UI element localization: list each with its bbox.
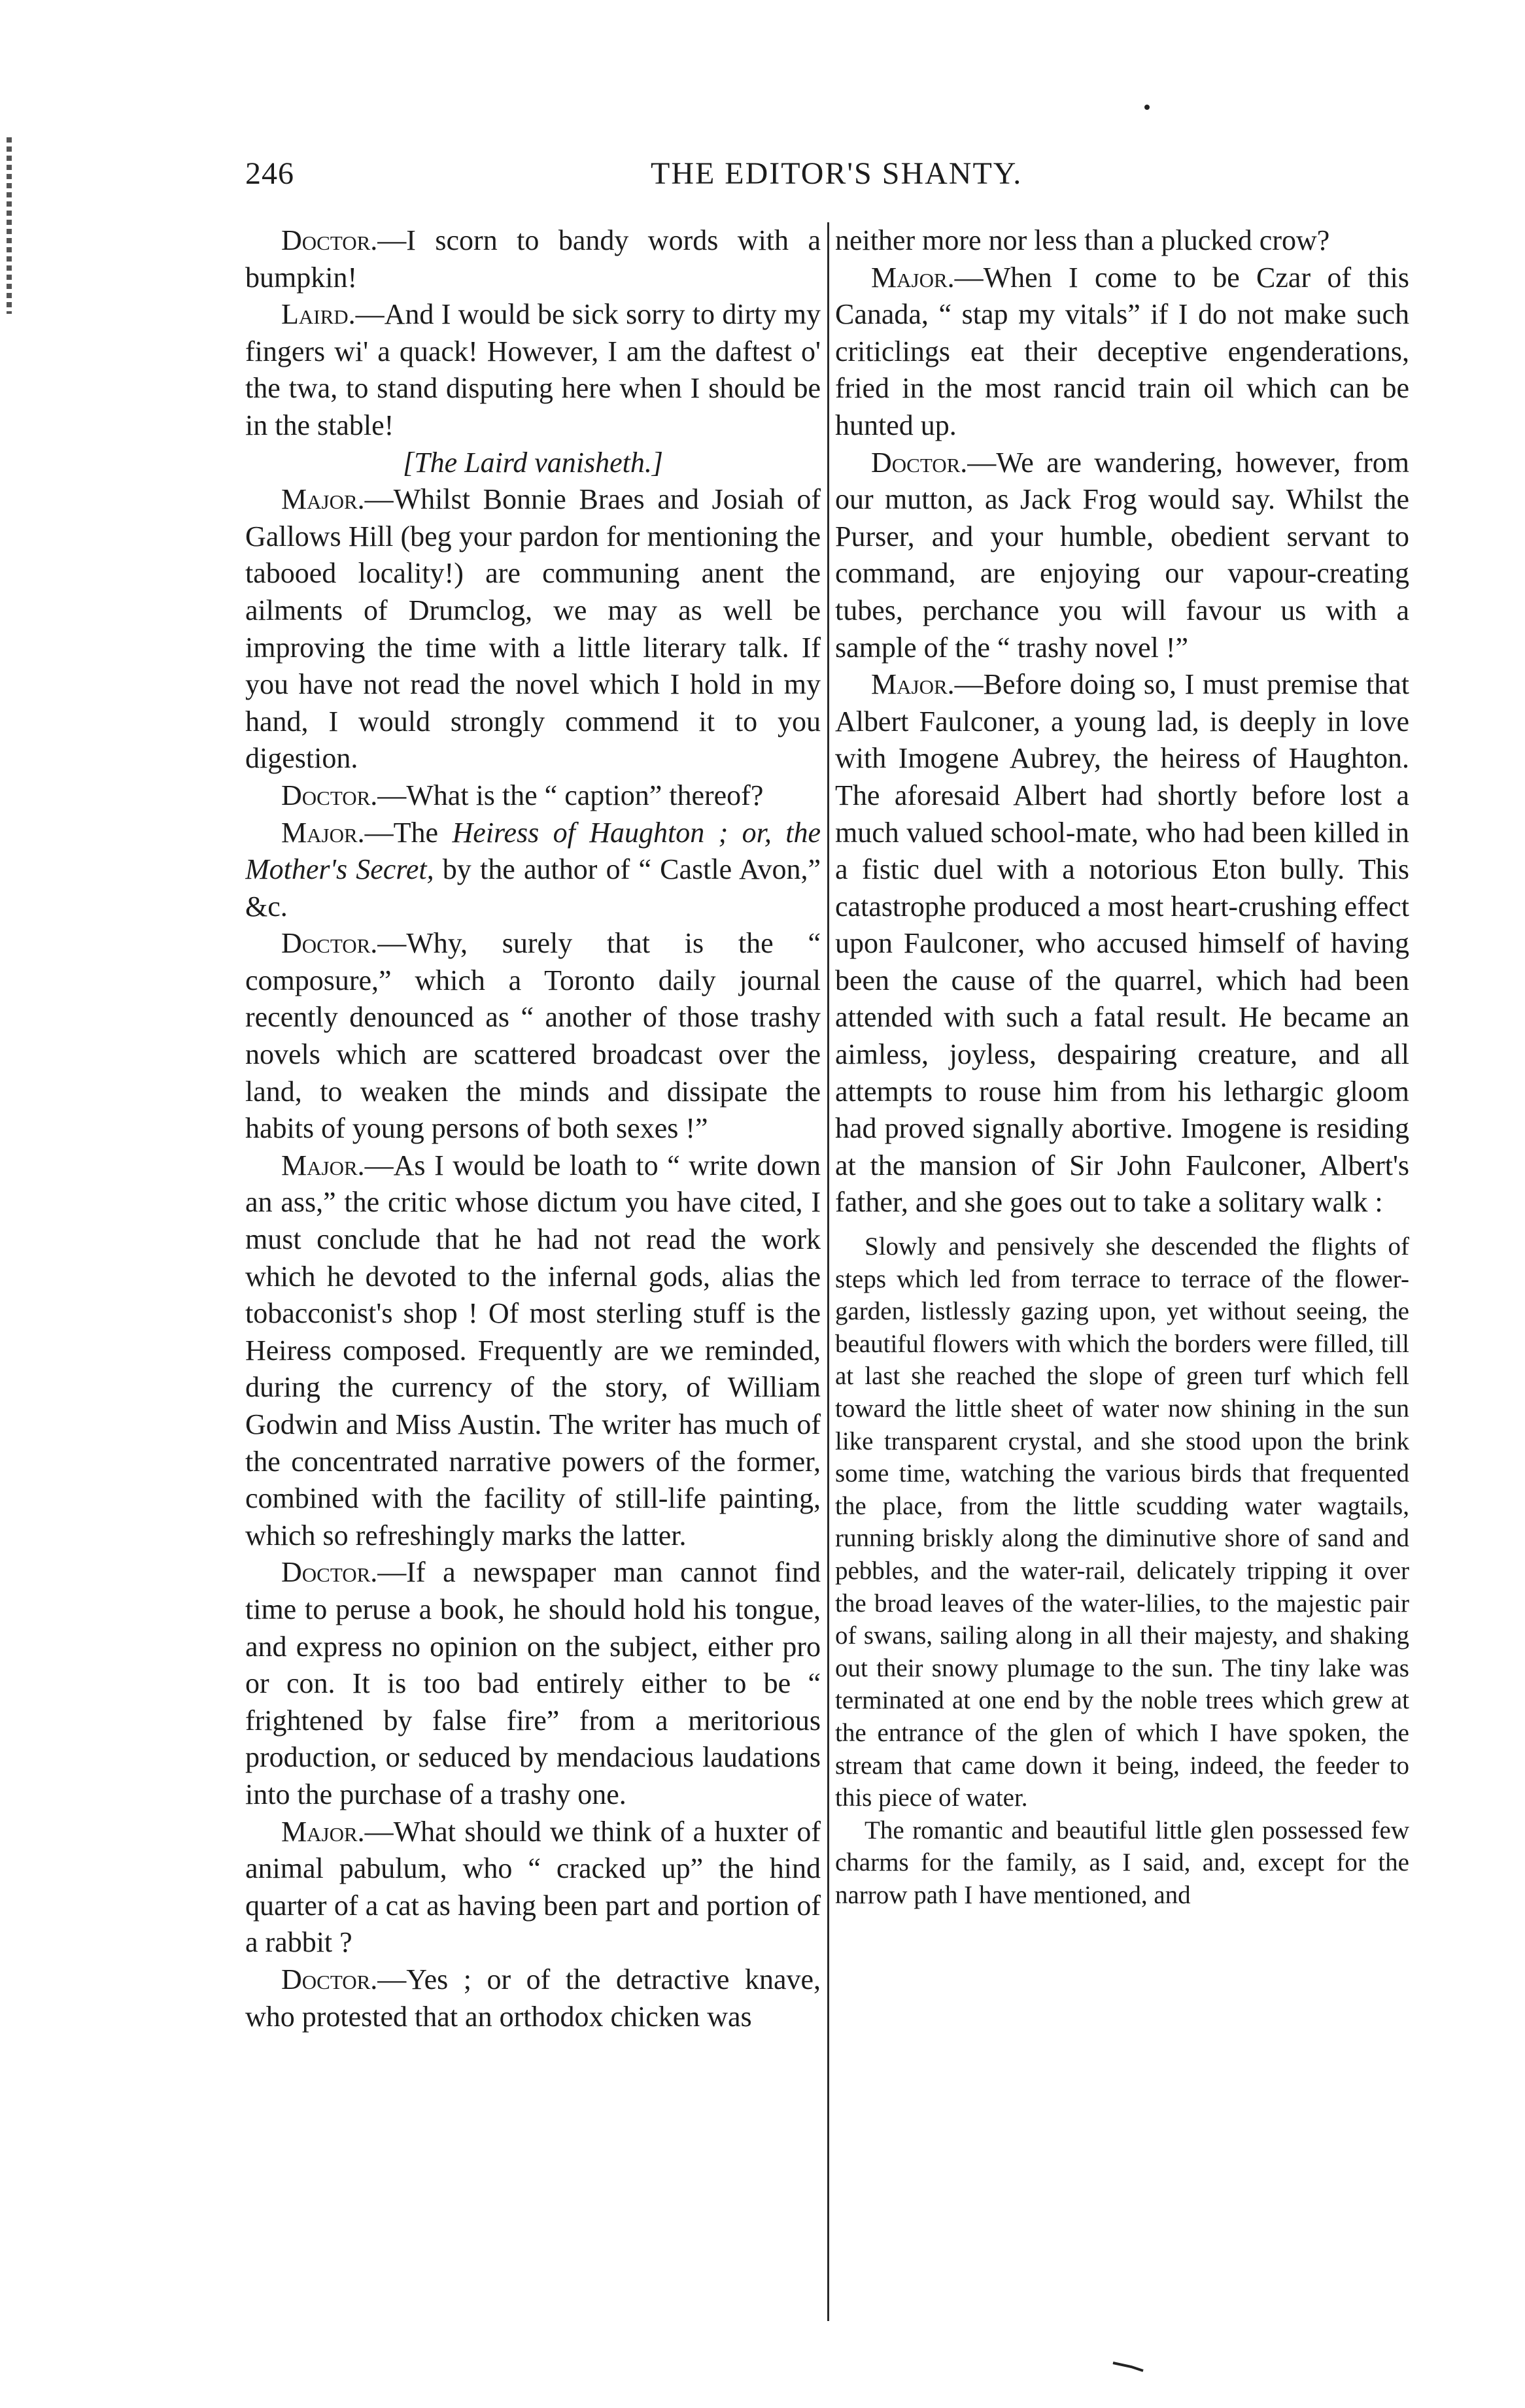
speaker: Major. — [281, 1815, 365, 1848]
paragraph — [245, 1961, 821, 2035]
speech: —What should we think of a huxter of animal pabulum, who “ cracked up” the hind quarter of a cat as having been part and portion of a rabbit ? — [245, 1815, 821, 1959]
paragraph — [245, 1554, 821, 1813]
paragraph — [245, 481, 821, 777]
speech: —I scorn to bandy words with a bumpkin! — [245, 224, 821, 294]
speech: —Yes ; or of the detractive knave, who protested that an orthodox chicken was — [245, 1963, 821, 2033]
speaker: Major. — [871, 668, 955, 701]
paragraph — [245, 1814, 821, 1961]
column-rule — [827, 222, 829, 2321]
speech: —If a newspaper man cannot find time to peruse a book, he should hold his tongue, and express no opinion on the subject, either pro or con. It is too bad entirely either to be “ frightened by false fire” from a meritorious production, or seduced by mendacious laudations into the purchase of a trashy one. — [245, 1556, 821, 1810]
speaker: Doctor. — [871, 446, 968, 479]
speech-continued: by the author of “ Castle Avon,” &c. — [245, 853, 821, 923]
paragraph — [835, 666, 1409, 1221]
speech: —Before doing so, I must premise that Albert Faulconer, a young lad, is deeply in love with Imogene Aubrey, the heiress of Haughton. The aforesaid Albert had shortly before lost a much valued school-mate, who had been killed in a fistic duel with a notorious Eton bully. This catastrophe produced a most heart-crushing effect upon Faulconer, who accused himself of having been the cause of the quarrel, which had been attended with such a fatal result. He became an aimless, joyless, despairing creature, and all attempts to rouse him from his lethargic gloom had proved signally abortive. Imogene is residing at the mansion of Sir John Faulconer, Albert's father, and she goes out to take a solitary walk : — [835, 668, 1409, 1219]
speech: —Whilst Bonnie Braes and Josiah of Gallows Hill (beg your pardon for mentioning the tabooed locality!) are communing anent the ailments of Drumclog, we may as well be improving the time with a little literary talk. If you have not read the novel which I hold in my hand, I would strongly commend it to you digestion. — [245, 483, 821, 775]
printer-mark-icon — [1112, 2360, 1144, 2372]
page-header — [245, 156, 1435, 208]
paragraph — [245, 777, 821, 815]
right-column — [835, 222, 1409, 2334]
paragraph — [245, 1147, 821, 1555]
speaker: Major. — [281, 1149, 365, 1181]
speaker: Major. — [871, 261, 955, 294]
paragraph — [835, 260, 1409, 445]
speech: —We are wandering, however, from our mutton, as Jack Frog would say. Whilst the Purser, and your humble, obedient servant to command, are enjoying our vapour-creating tubes, perchance you will favour us with a sample of the “ trashy novel !” — [835, 446, 1409, 664]
speaker: Major. — [281, 483, 365, 516]
speck-mark — [1144, 105, 1150, 110]
speech: —The — [364, 816, 453, 849]
speaker: Doctor. — [281, 1556, 378, 1589]
speaker: Laird. — [281, 298, 356, 331]
stage-direction: [The Laird vanisheth.] — [402, 446, 664, 479]
quote-paragraph: The romantic and beautiful little glen possessed few charms for the family, as I said, and, except for the narrow path I have mentioned, and — [835, 1816, 1409, 1909]
page-edge-mark — [7, 137, 12, 314]
paragraph-continued: neither more nor less than a plucked crow? — [835, 224, 1330, 256]
speech: —Why, surely that is the “ composure,” which a Toronto daily journal recently denounced as “ another of those trashy novels which are scattered broadcast over the land, to weaken the minds and dissipate the habits of young persons of both sexes !” — [245, 927, 821, 1145]
quote-paragraph: Slowly and pensively she descended the flights of steps which led from terrace to terrace of the flower-garden, listlessly gazing upon, yet without seeing, the beautiful flowers with which the borders were filled, till at last she reached the slope of green turf which fell toward the little sheet of water now shining in the sun like transparent crystal, and she stood upon the brink some time, watching the various birds that frequented the place, from the little scudding water wagtails, running briskly along the diminutive shore of sand and pebbles, and the water-rail, delicately tripping it over the broad leaves of the water-lilies, to the majestic pair of swans, sailing along in all their majesty, and shaking out their snowy plumage to the sun. The tiny lake was terminated at one end by the noble trees which grew at the entrance of the glen of which I have spoken, the stream that came down it being, indeed, the feeder to this piece of water. — [835, 1232, 1409, 1812]
paragraph — [245, 296, 821, 444]
speaker: Doctor. — [281, 224, 378, 256]
speech: —What is the “ caption” thereof? — [377, 779, 764, 811]
page-number: 246 — [245, 156, 294, 191]
left-column — [245, 222, 821, 2334]
speech: —As I would be loath to “ write down an ass,” the critic whose dictum you have cited, I must conclude that he had not read the work which he devoted to the infernal gods, alias the tobacconist's shop ! Of most sterling stuff is the Heiress composed. Frequently are we reminded, during the currency of the story, of William Godwin and Miss Austin. The writer has much of the concentrated narrative powers of the former, combined with the facility of still-life painting, which so refreshingly marks the latter. — [245, 1149, 821, 1552]
speech: —When I come to be Czar of this Canada, “ stap my vitals” if I do not make such criticlings eat their deceptive engenderations, fried in the most rancid train oil which can be hunted up. — [835, 261, 1409, 441]
paragraph — [835, 445, 1409, 667]
speaker: Doctor. — [281, 779, 378, 811]
paragraph — [245, 815, 821, 926]
paragraph — [245, 222, 821, 296]
speaker: Major. — [281, 816, 365, 849]
speech: —And I would be sick sorry to dirty my fingers wi' a quack! However, I am the daftest o' the twa, to stand disputing here when I should be in the stable! — [245, 298, 821, 441]
speaker: Doctor. — [281, 927, 378, 960]
speaker: Doctor. — [281, 1963, 378, 1995]
book-title: Heiress of Haughton ; or, the Mother's Secret, — [245, 816, 821, 886]
paragraph — [245, 925, 821, 1147]
running-title: THE EDITOR'S SHANTY. — [651, 156, 1023, 191]
quoted-extract — [835, 1230, 1409, 1911]
